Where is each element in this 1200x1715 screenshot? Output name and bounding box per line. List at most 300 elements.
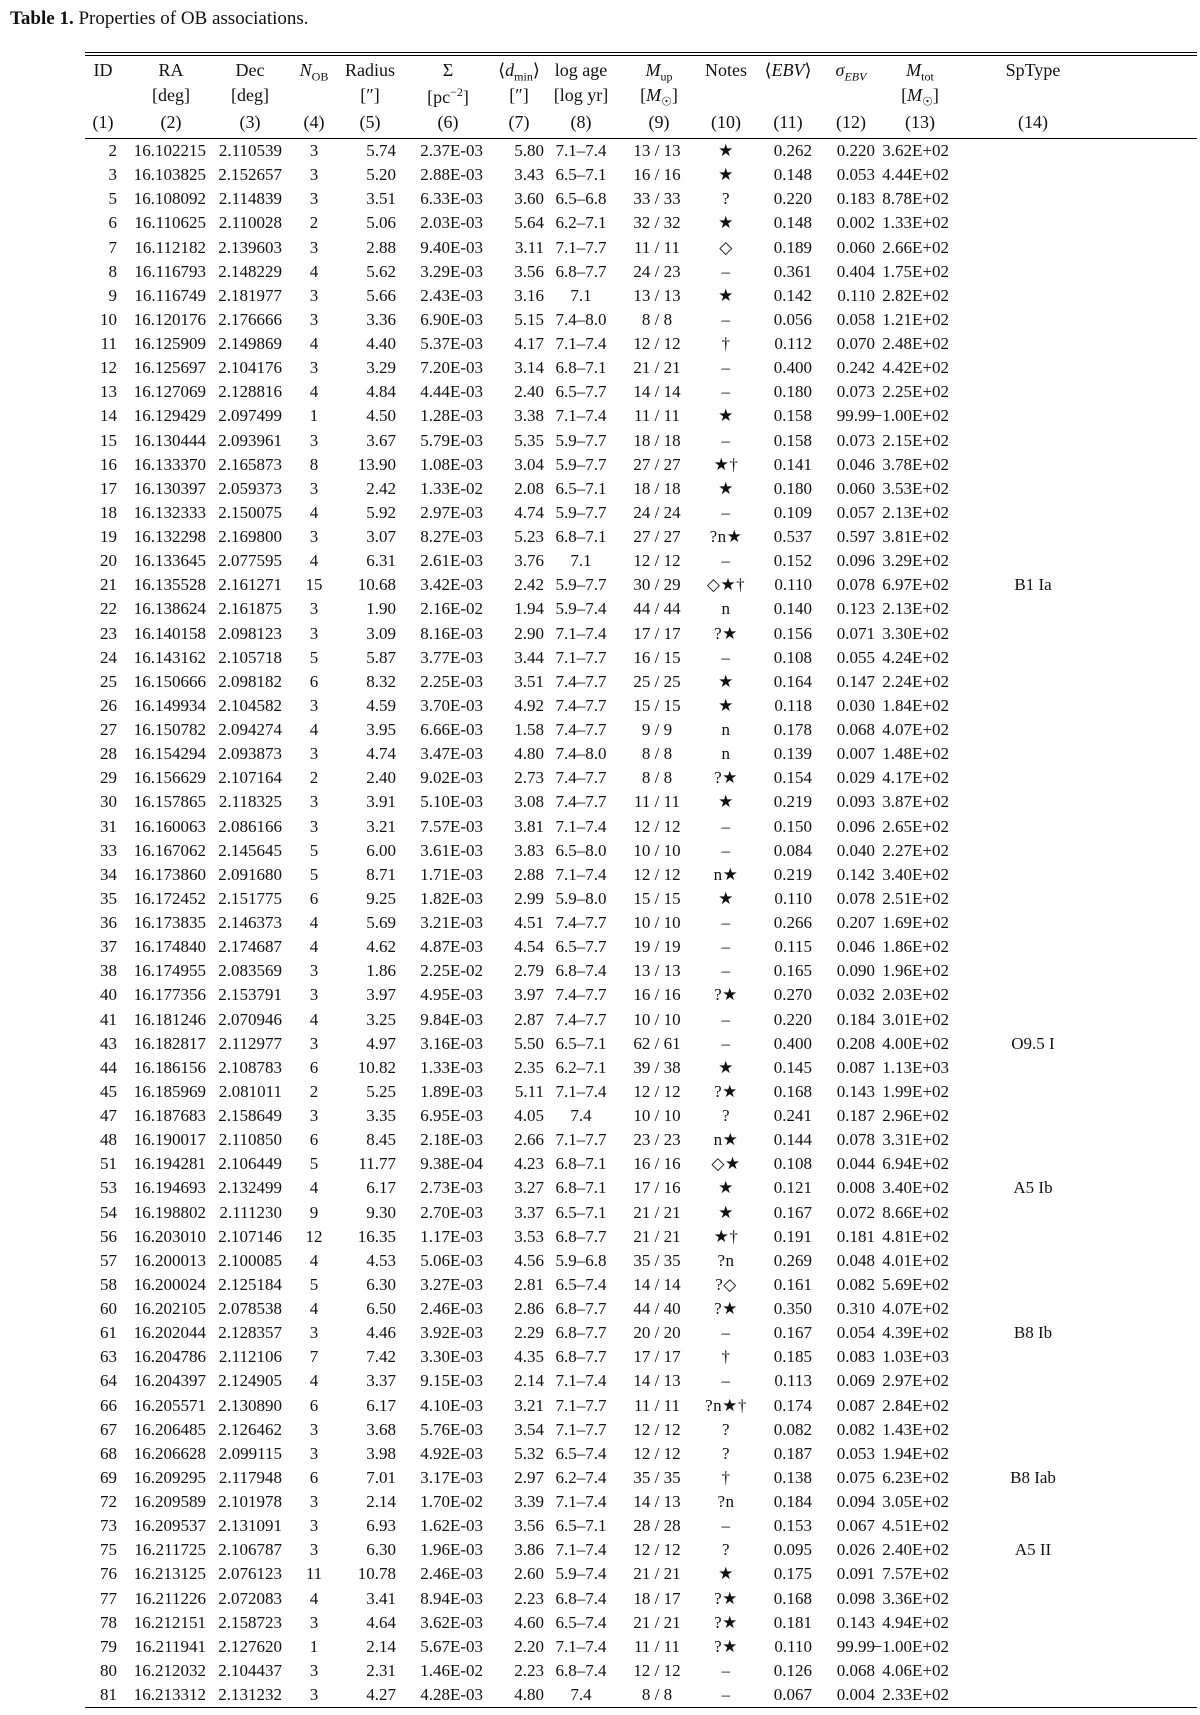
cell-dmin: 2.73 [514, 768, 544, 788]
table-row [85, 1466, 1197, 1490]
cell-nob: 4 [309, 720, 319, 739]
cell-sigma: 3.21E-03 [420, 913, 483, 932]
cell-notes: ? [721, 1540, 731, 1560]
cell-dec: 2.145645 [218, 840, 282, 860]
cell-sigma: 1.46E-02 [420, 1660, 483, 1680]
cell-ra: 16.206628 [133, 1443, 206, 1463]
cell-notes: – [721, 1323, 731, 1343]
table-row [85, 211, 1197, 235]
cell-sptype: A5 II [1014, 1540, 1052, 1560]
cell-id: 75 [100, 1540, 117, 1560]
cell-sigma: 5.76E-03 [420, 1419, 483, 1439]
cell-radius: 10.78 [357, 1564, 396, 1584]
cell-dec: 2.130890 [218, 1395, 282, 1415]
cell-id: 27 [100, 720, 117, 739]
cell-mup: 13 / 13 [633, 961, 681, 981]
header-ra-line-2: [deg] [152, 85, 190, 105]
cell-id: 7 [108, 237, 117, 257]
cell-id: 67 [100, 1419, 117, 1439]
cell-sebv: 0.123 [836, 599, 875, 619]
table-row [85, 622, 1197, 646]
cell-ebv: 0.142 [773, 285, 812, 305]
cell-ebv: 0.121 [773, 1178, 812, 1198]
cell-ebv: 0.084 [773, 840, 812, 860]
cell-nob: 2 [309, 1081, 319, 1101]
cell-notes: ? [721, 1419, 731, 1439]
cell-notes: ?★ [714, 1299, 738, 1318]
cell-radius: 8.45 [366, 1130, 396, 1150]
cell-mup: 18 / 18 [633, 430, 681, 450]
header-ebv-line-1: ⟨EBV⟩ [764, 60, 812, 80]
cell-id: 24 [100, 647, 117, 667]
cell-logage: 6.8–7.7 [555, 1323, 607, 1343]
cell-sebv: 0.597 [836, 527, 875, 546]
cell-logage: 6.5–6.8 [555, 189, 607, 209]
cell-ebv: 0.350 [773, 1299, 812, 1318]
cell-ra: 16.173860 [133, 864, 206, 884]
table-row [85, 790, 1197, 814]
cell-sigma: 3.16E-03 [420, 1033, 483, 1053]
cell-mup: 14 / 13 [633, 1371, 681, 1391]
cell-logage: 7.1–7.4 [555, 141, 607, 160]
header-notes-line-3: (10) [711, 112, 741, 132]
cell-ra: 16.200013 [133, 1250, 206, 1270]
cell-mup: 12 / 12 [633, 1660, 681, 1680]
table-row [85, 1345, 1197, 1369]
cell-notes: – [721, 1660, 731, 1680]
cell-mup: 39 / 38 [633, 1057, 681, 1077]
cell-mup: 10 / 10 [633, 840, 681, 860]
cell-mtot: 6.97E+02 [882, 575, 949, 595]
cell-logage: 7.1–7.7 [555, 1130, 607, 1150]
cell-id: 68 [100, 1443, 117, 1463]
cell-id: 78 [100, 1612, 117, 1632]
cell-sebv: 0.075 [836, 1467, 875, 1487]
cell-ra: 16.125909 [133, 334, 206, 353]
cell-sebv: 0.110 [837, 285, 875, 305]
table-row [85, 1080, 1197, 1104]
table-row [85, 1152, 1197, 1176]
table-row [85, 670, 1197, 694]
cell-dec: 2.110028 [218, 213, 282, 233]
table-row [85, 1104, 1197, 1128]
cell-sebv: 0.220 [836, 141, 875, 160]
cell-logage: 6.8–7.1 [555, 1178, 607, 1198]
cell-ra: 16.181246 [133, 1009, 206, 1029]
cell-sptype: B8 Ib [1013, 1323, 1053, 1343]
cell-mtot: 4.01E+02 [882, 1250, 949, 1270]
cell-mup: 20 / 20 [633, 1323, 681, 1343]
cell-mtot: 4.42E+02 [882, 358, 949, 378]
cell-mtot: 8.78E+02 [882, 189, 949, 209]
cell-nob: 4 [309, 913, 319, 932]
cell-radius: 3.98 [366, 1443, 396, 1463]
cell-notes: ★ [718, 141, 734, 160]
cell-ebv: 0.174 [773, 1395, 812, 1415]
cell-sigma: 5.79E-03 [420, 430, 483, 450]
header-logage-line-1: log age [554, 60, 608, 80]
cell-ra: 16.167062 [133, 840, 206, 860]
cell-sigma: 3.70E-03 [420, 695, 483, 715]
cell-mup: 17 / 17 [633, 623, 681, 643]
cell-dec: 2.077595 [218, 551, 282, 571]
cell-dec: 2.106449 [218, 1154, 282, 1174]
header-mtot-line-3: (13) [905, 112, 935, 132]
cell-mtot: 2.40E+02 [882, 1540, 949, 1560]
cell-sptype: B8 Iab [1010, 1467, 1056, 1487]
cell-dec: 2.176666 [218, 309, 282, 329]
cell-ra: 16.116749 [134, 285, 206, 305]
cell-logage: 7.4–7.7 [555, 913, 607, 932]
cell-radius: 4.62 [366, 937, 396, 957]
header-mup-line-3: (9) [648, 112, 670, 132]
cell-mtot: 1.13E+03 [882, 1057, 949, 1077]
cell-ra: 16.212151 [133, 1612, 206, 1632]
cell-dmin: 3.53 [514, 1226, 544, 1246]
cell-ebv: 0.144 [773, 1130, 812, 1150]
cell-radius: 3.21 [366, 816, 396, 836]
cell-dmin: 5.11 [514, 1081, 544, 1101]
cell-sebv: 0.078 [836, 575, 875, 595]
cell-mtot: 2.51E+02 [882, 888, 949, 908]
cell-ebv: 0.109 [773, 502, 812, 522]
cell-dmin: 3.60 [514, 189, 544, 209]
cell-sigma: 2.25E-03 [420, 671, 483, 691]
cell-nob: 3 [309, 478, 319, 498]
cell-ra: 16.157865 [133, 792, 206, 812]
cell-dmin: 3.56 [514, 261, 544, 281]
cell-dmin: 4.35 [514, 1347, 544, 1367]
cell-logage: 6.8–7.4 [555, 1588, 607, 1608]
cell-sigma: 4.10E-03 [420, 1395, 483, 1415]
cell-logage: 6.5–7.4 [555, 1612, 607, 1632]
cell-dec: 2.091680 [218, 864, 282, 884]
cell-mtot: 1.86E+02 [882, 937, 949, 957]
cell-dmin: 5.80 [514, 141, 544, 160]
table-row [85, 1394, 1197, 1418]
cell-logage: 6.5–7.4 [555, 1443, 607, 1463]
cell-dmin: 4.80 [514, 744, 544, 764]
cell-notes: ★ [718, 406, 734, 426]
cell-id: 18 [100, 502, 117, 522]
cell-logage: 6.8–7.1 [555, 1154, 607, 1174]
header-mtot-line-2: $[M_☉]$ [901, 85, 939, 109]
cell-notes: – [721, 551, 731, 571]
cell-logage: 6.5–8.0 [555, 840, 607, 860]
cell-mup: 23 / 23 [633, 1130, 681, 1150]
cell-ra: 16.125697 [133, 358, 206, 378]
cell-mtot: 2.25E+02 [882, 382, 949, 402]
cell-notes: ★† [713, 1226, 739, 1246]
cell-id: 30 [100, 792, 117, 812]
cell-nob: 3 [309, 1516, 319, 1536]
cell-mup: 12 / 12 [633, 1443, 681, 1463]
cell-ebv: 0.178 [773, 720, 812, 739]
cell-ebv: 0.095 [773, 1540, 812, 1560]
cell-notes: ★ [718, 478, 734, 498]
cell-dec: 2.149869 [218, 334, 282, 353]
cell-ra: 16.160063 [133, 816, 206, 836]
cell-dmin: 2.86 [514, 1299, 544, 1318]
cell-id: 79 [100, 1636, 117, 1656]
cell-dmin: 5.32 [514, 1443, 544, 1463]
cell-nob: 11 [305, 1564, 323, 1584]
cell-dec: 2.112977 [218, 1033, 282, 1053]
table-row [85, 863, 1197, 887]
cell-logage: 6.2–7.4 [555, 1467, 607, 1487]
cell-id: 3 [108, 165, 117, 185]
cell-ra: 16.150782 [133, 720, 206, 739]
cell-notes: ★ [718, 213, 734, 233]
cell-mup: 28 / 28 [633, 1516, 681, 1536]
cell-sigma: 9.15E-03 [420, 1371, 483, 1391]
cell-sigma: 2.73E-03 [420, 1178, 483, 1198]
cell-ebv: 0.138 [773, 1467, 812, 1487]
cell-dmin: 3.56 [514, 1516, 544, 1536]
cell-mtot: 1.43E+02 [882, 1419, 949, 1439]
header-sebv-line-1: $\sigma_{EBV}$ [835, 60, 867, 84]
cell-sebv: 0.007 [836, 744, 875, 764]
cell-radius: 6.00 [366, 840, 396, 860]
table-row [85, 1176, 1197, 1200]
cell-logage: 7.1–7.4 [555, 816, 607, 836]
cell-nob: 6 [309, 1467, 319, 1487]
cell-sigma: 7.57E-03 [420, 816, 483, 836]
cell-sebv: 0.094 [836, 1492, 875, 1511]
cell-notes: – [721, 261, 731, 281]
cell-id: 45 [100, 1081, 117, 1101]
cell-sigma: 2.18E-03 [420, 1130, 483, 1150]
cell-sebv: 0.242 [836, 358, 875, 378]
cell-sebv: 0.040 [836, 840, 875, 860]
cell-dec: 2.097499 [218, 406, 282, 426]
cell-radius: 6.31 [366, 551, 396, 571]
cell-nob: 3 [309, 285, 319, 305]
header-sptype-line-3: (14) [1018, 112, 1048, 132]
header-ra-line-3: (2) [160, 112, 182, 132]
table-header [85, 56, 1197, 138]
cell-dmin: 1.58 [514, 720, 544, 739]
cell-id: 53 [100, 1178, 117, 1198]
cell-ra: 16.194281 [133, 1154, 206, 1174]
cell-mtot: 1.69E+02 [882, 913, 949, 932]
cell-ebv: 0.400 [773, 1033, 812, 1053]
table-row [85, 742, 1197, 766]
header-nob-line-3: (4) [303, 112, 325, 132]
table-caption [10, 8, 309, 30]
cell-logage: 6.8–7.7 [555, 1226, 607, 1246]
header-radius-line-3: (5) [359, 112, 381, 132]
header-mup-line-2: $[M_☉]$ [640, 85, 678, 109]
cell-radius: 5.74 [366, 141, 396, 160]
header-sigma-line-1: Σ [442, 60, 454, 80]
cell-ra: 16.205571 [133, 1395, 206, 1415]
cell-id: 57 [100, 1250, 117, 1270]
cell-ebv: 0.165 [773, 961, 812, 981]
cell-mtot: 6.23E+02 [882, 1467, 949, 1487]
cell-mup: 32 / 32 [633, 213, 681, 233]
cell-sigma: 2.88E-03 [420, 165, 483, 185]
cell-mup: 33 / 33 [633, 189, 681, 209]
cell-mup: 24 / 24 [633, 502, 681, 522]
cell-mtot: 4.81E+02 [882, 1226, 949, 1246]
cell-nob: 3 [309, 1540, 319, 1560]
cell-ra: 16.133370 [133, 454, 206, 474]
cell-dec: 2.101978 [218, 1492, 282, 1511]
cell-nob: 5 [309, 864, 319, 884]
cell-sebv: 0.310 [836, 1299, 875, 1318]
cell-id: 20 [100, 551, 117, 571]
cell-dmin: 3.38 [514, 406, 544, 426]
cell-ebv: 0.158 [773, 406, 812, 426]
cell-sebv: 0.046 [836, 937, 875, 957]
cell-mup: 11 / 11 [634, 792, 680, 812]
cell-mtot: 1.99E+02 [882, 1081, 949, 1101]
cell-ebv: 0.082 [773, 1419, 812, 1439]
cell-id: 17 [100, 478, 117, 498]
cell-ra: 16.149934 [133, 695, 206, 715]
cell-id: 31 [100, 816, 117, 836]
cell-mup: 18 / 18 [633, 478, 681, 498]
cell-logage: 6.5–7.1 [555, 165, 607, 185]
cell-nob: 5 [309, 1154, 319, 1174]
table-row [85, 1369, 1197, 1393]
cell-radius: 3.68 [366, 1419, 396, 1439]
header-dec-line-2: [deg] [231, 85, 269, 105]
cell-sebv: 99.99 [836, 1636, 875, 1656]
cell-ra: 16.120176 [133, 309, 206, 329]
cell-radius: 3.35 [366, 1106, 396, 1125]
cell-sebv: 0.143 [836, 1081, 875, 1101]
cell-logage: 5.9–7.4 [555, 1564, 607, 1584]
cell-radius: 2.88 [366, 237, 396, 257]
cell-sigma: 2.03E-03 [420, 213, 483, 233]
cell-nob: 4 [309, 261, 319, 281]
cell-dmin: 2.42 [514, 575, 544, 595]
cell-notes: ★ [718, 1057, 734, 1077]
cell-dec: 2.107146 [218, 1226, 282, 1246]
cell-notes: – [721, 382, 731, 402]
table-row [85, 1297, 1197, 1321]
cell-ra: 16.174840 [133, 937, 206, 957]
cell-sebv: 0.068 [836, 1660, 875, 1680]
cell-id: 22 [100, 599, 117, 619]
cell-dec: 2.153791 [218, 985, 282, 1005]
cell-radius: 4.27 [366, 1685, 396, 1704]
cell-mtot: 3.30E+02 [882, 623, 949, 643]
cell-mtot: 5.69E+02 [882, 1274, 949, 1294]
ob-associations-table [85, 52, 1197, 1708]
cell-mup: 14 / 14 [633, 382, 681, 402]
cell-radius: 3.36 [366, 309, 396, 329]
cell-sigma: 3.62E-03 [420, 1612, 483, 1632]
cell-radius: 4.59 [366, 695, 396, 715]
cell-radius: 6.17 [366, 1178, 396, 1198]
cell-dec: 2.118325 [218, 792, 282, 812]
cell-mup: 12 / 12 [633, 864, 681, 884]
header-sigma-line-2: $[pc^{-2}]$ [427, 85, 469, 107]
cell-dmin: 3.83 [514, 840, 544, 860]
table-row [85, 453, 1197, 477]
cell-logage: 6.5–7.1 [555, 478, 607, 498]
cell-sebv: 0.142 [836, 864, 875, 884]
cell-nob: 3 [309, 1685, 319, 1704]
cell-mtot: 2.27E+02 [882, 840, 949, 860]
table-row [85, 1128, 1197, 1152]
header-sebv-line-3: (12) [836, 112, 866, 132]
cell-dec: 2.165873 [218, 454, 282, 474]
table-row [85, 1514, 1197, 1538]
cell-mtot: 4.17E+02 [882, 768, 949, 788]
cell-dec: 2.099115 [218, 1443, 282, 1463]
cell-sebv: 0.147 [836, 671, 875, 691]
cell-ra: 16.211941 [134, 1636, 206, 1656]
cell-dec: 2.072083 [218, 1588, 282, 1608]
cell-mup: 21 / 21 [633, 1202, 681, 1222]
cell-dmin: 2.87 [514, 1009, 544, 1029]
cell-sigma: 8.27E-03 [420, 527, 483, 546]
header-dmin-line-2: [″] [509, 85, 529, 105]
cell-notes: ?★ [714, 985, 738, 1005]
cell-mup: 44 / 44 [633, 599, 681, 619]
cell-sigma: 3.92E-03 [420, 1323, 483, 1343]
cell-sigma: 9.02E-03 [420, 768, 483, 788]
cell-id: 5 [108, 189, 117, 209]
cell-sebv: 0.208 [836, 1033, 875, 1053]
table-row [85, 983, 1197, 1007]
cell-dec: 2.128357 [218, 1323, 282, 1343]
cell-ra: 16.156629 [133, 768, 206, 788]
cell-ebv: 0.175 [773, 1564, 812, 1584]
cell-nob: 3 [309, 189, 319, 209]
cell-mup: 27 / 27 [633, 527, 681, 546]
cell-mup: 16 / 16 [633, 165, 681, 185]
cell-radius: 3.95 [366, 720, 396, 739]
header-notes-line-1: Notes [705, 60, 747, 80]
cell-mup: 10 / 10 [633, 1106, 681, 1125]
cell-dmin: 2.60 [514, 1564, 544, 1584]
cell-nob: 4 [309, 1009, 319, 1029]
cell-dmin: 3.16 [514, 285, 544, 305]
cell-id: 8 [108, 261, 117, 281]
cell-radius: 8.71 [366, 864, 396, 884]
cell-mup: 11 / 11 [634, 237, 680, 257]
cell-dec: 2.124905 [218, 1371, 282, 1391]
cell-ra: 16.174955 [133, 961, 206, 981]
header-id-line-3: (1) [92, 112, 114, 132]
cell-sebv: 0.060 [836, 237, 875, 257]
cell-sigma: 3.61E-03 [420, 840, 483, 860]
header-mtot-line-1: $M_{tot}$ [906, 60, 934, 84]
cell-nob: 4 [309, 502, 319, 522]
cell-dec: 2.093873 [218, 744, 282, 764]
cell-dec: 2.078538 [218, 1299, 282, 1318]
cell-id: 11 [100, 334, 117, 353]
cell-radius: 2.14 [366, 1492, 396, 1511]
cell-nob: 1 [309, 406, 319, 426]
cell-ra: 16.116793 [134, 261, 206, 281]
table-row [85, 477, 1197, 501]
cell-mtot: 3.31E+02 [882, 1130, 949, 1150]
cell-sebv: 0.044 [836, 1154, 875, 1174]
cell-logage: 7.1–7.7 [555, 1419, 607, 1439]
cell-dmin: 3.44 [514, 647, 544, 667]
cell-sigma: 9.38E-04 [420, 1154, 483, 1174]
cell-ebv: 0.168 [773, 1588, 812, 1608]
cell-radius: 4.97 [366, 1033, 396, 1053]
table-row [85, 332, 1197, 356]
cell-dmin: 5.15 [514, 309, 544, 329]
